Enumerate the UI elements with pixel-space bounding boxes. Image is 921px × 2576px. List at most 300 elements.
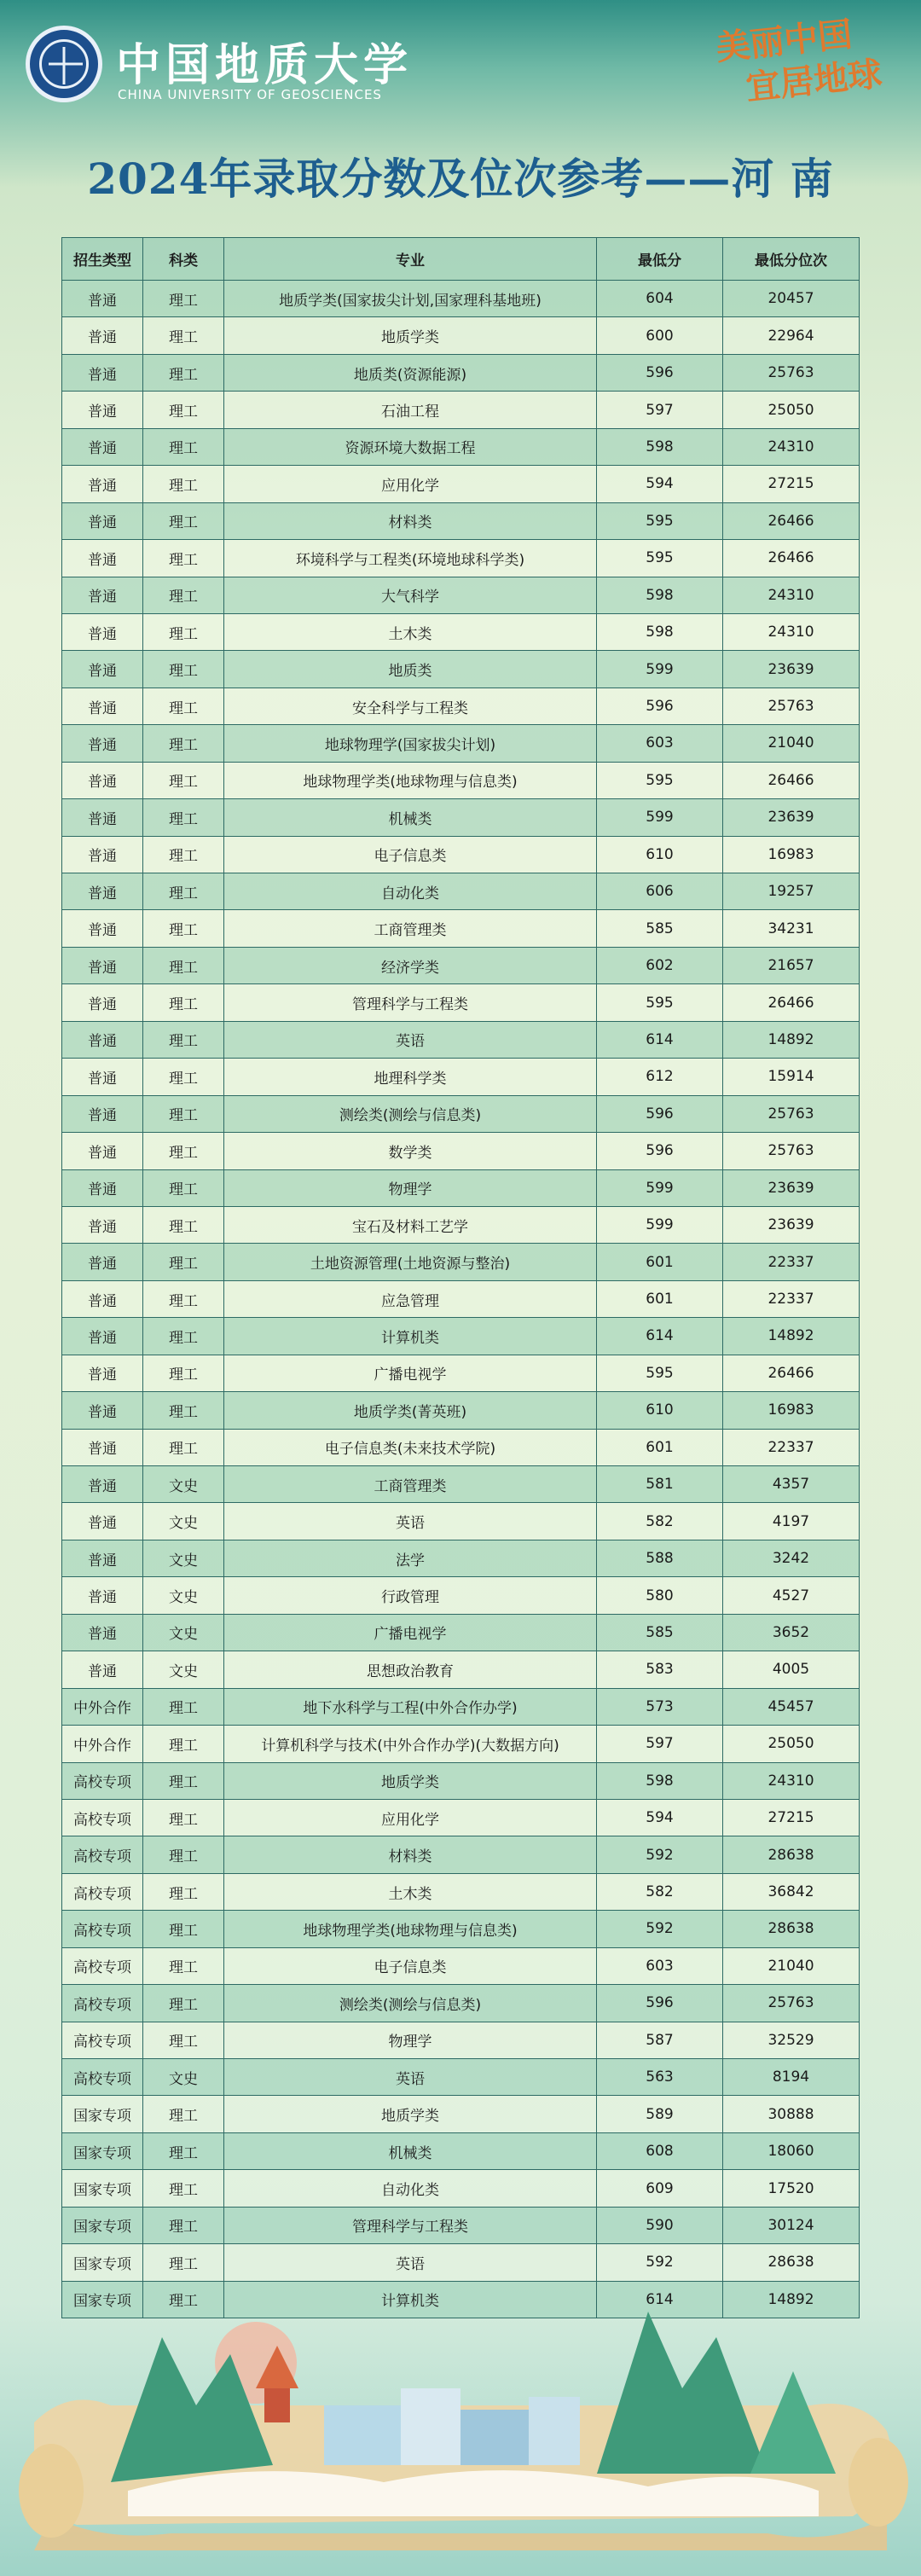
- cell-major: 机械类: [224, 2132, 597, 2169]
- cell-major: 行政管理: [224, 1577, 597, 1614]
- table-row: [62, 1392, 860, 1429]
- cell-min-rank: 28638: [723, 1836, 860, 1873]
- cell-min-score: 581: [597, 1466, 723, 1503]
- slogan: [714, 10, 883, 112]
- cell-subject-category: 理工: [143, 910, 224, 947]
- cell-min-score: 608: [597, 2132, 723, 2169]
- cell-subject-category: 文史: [143, 1540, 224, 1576]
- cell-min-rank: 21040: [723, 1947, 860, 1984]
- cell-admission-type: 普通: [62, 1503, 143, 1540]
- cell-major: 环境科学与工程类(环境地球科学类): [224, 540, 597, 577]
- page-title: 2024年录取分数及位次参考——河 南: [87, 154, 834, 204]
- cell-subject-category: 理工: [143, 947, 224, 983]
- cell-subject-category: 理工: [143, 836, 224, 873]
- cell-min-score: 602: [597, 947, 723, 983]
- table-row: [62, 354, 860, 391]
- table-row: [62, 1169, 860, 1206]
- cell-subject-category: 理工: [143, 613, 224, 650]
- table-row: [62, 984, 860, 1021]
- cell-min-rank: 28638: [723, 2244, 860, 2281]
- table-row: [62, 2022, 860, 2058]
- cell-min-score: 598: [597, 577, 723, 613]
- cell-min-rank: 8194: [723, 2059, 860, 2096]
- cell-min-rank: 25763: [723, 1095, 860, 1132]
- table-row: [62, 317, 860, 354]
- cell-major: 机械类: [224, 799, 597, 836]
- cell-min-score: 599: [597, 1169, 723, 1206]
- table-row: [62, 2170, 860, 2207]
- table-body: [62, 281, 860, 2318]
- cell-subject-category: 理工: [143, 1355, 224, 1391]
- cell-admission-type: 国家专项: [62, 2132, 143, 2169]
- cell-subject-category: 理工: [143, 1280, 224, 1317]
- cell-min-score: 601: [597, 1244, 723, 1280]
- table-row: [62, 651, 860, 688]
- cell-subject-category: 理工: [143, 762, 224, 798]
- table-row: [62, 799, 860, 836]
- cell-admission-type: 高校专项: [62, 2059, 143, 2096]
- cell-min-score: 595: [597, 762, 723, 798]
- cell-min-score: 597: [597, 1726, 723, 1762]
- cell-subject-category: 理工: [143, 1244, 224, 1280]
- cell-min-rank: 16983: [723, 1392, 860, 1429]
- table-row: [62, 1688, 860, 1725]
- cell-admission-type: 普通: [62, 1577, 143, 1614]
- cell-min-rank: 26466: [723, 984, 860, 1021]
- cell-min-score: 587: [597, 2022, 723, 2058]
- university-name-cn: 中国地质大学: [116, 39, 414, 91]
- cell-min-rank: 25763: [723, 1985, 860, 2022]
- cell-min-score: 599: [597, 799, 723, 836]
- cell-subject-category: 理工: [143, 2022, 224, 2058]
- cell-min-score: 596: [597, 1095, 723, 1132]
- table-row: [62, 762, 860, 798]
- cell-admission-type: 普通: [62, 1614, 143, 1651]
- cell-admission-type: 普通: [62, 910, 143, 947]
- cell-min-score: 603: [597, 1947, 723, 1984]
- cell-min-rank: 30888: [723, 2096, 860, 2132]
- cell-major: 安全科学与工程类: [224, 688, 597, 724]
- cell-min-rank: 45457: [723, 1688, 860, 1725]
- cell-min-score: 595: [597, 1355, 723, 1391]
- table-row: [62, 910, 860, 947]
- cell-subject-category: 理工: [143, 1911, 224, 1947]
- cell-major: 资源环境大数据工程: [224, 428, 597, 465]
- table-row: [62, 613, 860, 650]
- cell-min-rank: 22964: [723, 317, 860, 354]
- cell-min-rank: 22337: [723, 1244, 860, 1280]
- cell-major: 自动化类: [224, 2170, 597, 2207]
- cell-min-rank: 25763: [723, 688, 860, 724]
- cell-subject-category: 理工: [143, 1206, 224, 1243]
- cell-major: 地质类: [224, 651, 597, 688]
- cell-subject-category: 文史: [143, 1577, 224, 1614]
- cell-min-rank: 3242: [723, 1540, 860, 1576]
- cell-major: 大气科学: [224, 577, 597, 613]
- slogan-line-2: 宜居地球: [744, 54, 884, 108]
- table-row: [62, 1244, 860, 1280]
- cell-admission-type: 普通: [62, 947, 143, 983]
- header-subject-category: 科类: [143, 238, 224, 281]
- cell-major: 广播电视学: [224, 1614, 597, 1651]
- table-row: [62, 2059, 860, 2096]
- cell-subject-category: 文史: [143, 1503, 224, 1540]
- cell-major: 管理科学与工程类: [224, 2207, 597, 2243]
- cell-min-score: 598: [597, 428, 723, 465]
- cell-min-score: 609: [597, 2170, 723, 2207]
- cell-admission-type: 普通: [62, 1169, 143, 1206]
- cell-major: 计算机类: [224, 1318, 597, 1355]
- table-row: [62, 2207, 860, 2243]
- cell-subject-category: 理工: [143, 2281, 224, 2318]
- cell-min-score: 612: [597, 1059, 723, 1095]
- cell-min-score: 582: [597, 1503, 723, 1540]
- cell-min-rank: 25050: [723, 392, 860, 428]
- cell-admission-type: 高校专项: [62, 1836, 143, 1873]
- cell-min-rank: 4005: [723, 1651, 860, 1688]
- cell-major: 土地资源管理(土地资源与整治): [224, 1244, 597, 1280]
- cell-min-score: 599: [597, 1206, 723, 1243]
- cell-major: 电子信息类: [224, 836, 597, 873]
- cell-admission-type: 普通: [62, 725, 143, 762]
- cell-admission-type: 普通: [62, 1021, 143, 1058]
- cell-major: 地质学类: [224, 1762, 597, 1799]
- cell-major: 英语: [224, 1021, 597, 1058]
- cell-major: 法学: [224, 1540, 597, 1576]
- cell-min-rank: 3652: [723, 1614, 860, 1651]
- cell-admission-type: 普通: [62, 1355, 143, 1391]
- cell-min-score: 596: [597, 354, 723, 391]
- cell-subject-category: 理工: [143, 1985, 224, 2022]
- cell-major: 地质学类: [224, 2096, 597, 2132]
- table-row: [62, 428, 860, 465]
- cell-admission-type: 普通: [62, 1651, 143, 1688]
- header-min-score: 最低分: [597, 238, 723, 281]
- cell-admission-type: 国家专项: [62, 2244, 143, 2281]
- cell-admission-type: 普通: [62, 540, 143, 577]
- cell-major: 英语: [224, 2059, 597, 2096]
- cell-subject-category: 理工: [143, 577, 224, 613]
- cell-major: 地球物理学(国家拔尖计划): [224, 725, 597, 762]
- cell-subject-category: 理工: [143, 1799, 224, 1836]
- cell-min-rank: 23639: [723, 1169, 860, 1206]
- cell-min-score: 610: [597, 836, 723, 873]
- table-row: [62, 1873, 860, 1910]
- cell-subject-category: 理工: [143, 1095, 224, 1132]
- cell-subject-category: 理工: [143, 1947, 224, 1984]
- cell-admission-type: 普通: [62, 502, 143, 539]
- cell-admission-type: 高校专项: [62, 1873, 143, 1910]
- cell-min-score: 598: [597, 1762, 723, 1799]
- cell-min-score: 588: [597, 1540, 723, 1576]
- cell-subject-category: 理工: [143, 688, 224, 724]
- table-row: [62, 1095, 860, 1132]
- table-row: [62, 1726, 860, 1762]
- cell-subject-category: 理工: [143, 1318, 224, 1355]
- cell-major: 地质学类(菁英班): [224, 1392, 597, 1429]
- cell-subject-category: 理工: [143, 2132, 224, 2169]
- cell-admission-type: 普通: [62, 577, 143, 613]
- cell-min-rank: 24310: [723, 577, 860, 613]
- cell-subject-category: 理工: [143, 2096, 224, 2132]
- header: [0, 0, 921, 136]
- cell-min-score: 603: [597, 725, 723, 762]
- cell-min-rank: 14892: [723, 1021, 860, 1058]
- table-row: [62, 502, 860, 539]
- cell-admission-type: 高校专项: [62, 1985, 143, 2022]
- cell-admission-type: 高校专项: [62, 1799, 143, 1836]
- cell-min-score: 606: [597, 873, 723, 910]
- table-row: [62, 1206, 860, 1243]
- cell-min-rank: 4357: [723, 1466, 860, 1503]
- cell-admission-type: 普通: [62, 613, 143, 650]
- table-row: [62, 1133, 860, 1169]
- cell-subject-category: 理工: [143, 1169, 224, 1206]
- cell-major: 石油工程: [224, 392, 597, 428]
- cell-subject-category: 理工: [143, 725, 224, 762]
- cell-major: 数学类: [224, 1133, 597, 1169]
- cell-admission-type: 普通: [62, 392, 143, 428]
- cell-major: 管理科学与工程类: [224, 984, 597, 1021]
- cell-major: 英语: [224, 1503, 597, 1540]
- globe-icon: [39, 39, 89, 89]
- cell-min-score: 601: [597, 1280, 723, 1317]
- table-row: [62, 1577, 860, 1614]
- cell-subject-category: 文史: [143, 1466, 224, 1503]
- cell-min-score: 614: [597, 1021, 723, 1058]
- cell-min-score: 598: [597, 613, 723, 650]
- cell-min-rank: 25763: [723, 354, 860, 391]
- cell-admission-type: 普通: [62, 1429, 143, 1465]
- cell-admission-type: 普通: [62, 873, 143, 910]
- table-row: [62, 688, 860, 724]
- table-row: [62, 2096, 860, 2132]
- table-row: [62, 1651, 860, 1688]
- cell-min-score: 592: [597, 2244, 723, 2281]
- university-name-en: CHINA UNIVERSITY OF GEOSCIENCES: [118, 87, 382, 102]
- cell-subject-category: 理工: [143, 317, 224, 354]
- cell-major: 土木类: [224, 613, 597, 650]
- cell-admission-type: 普通: [62, 466, 143, 502]
- cell-admission-type: 普通: [62, 1280, 143, 1317]
- cell-major: 经济学类: [224, 947, 597, 983]
- cell-subject-category: 理工: [143, 1429, 224, 1465]
- cell-admission-type: 高校专项: [62, 1911, 143, 1947]
- table-row: [62, 1614, 860, 1651]
- cell-major: 地质类(资源能源): [224, 354, 597, 391]
- cell-major: 材料类: [224, 1836, 597, 1873]
- cell-admission-type: 中外合作: [62, 1726, 143, 1762]
- cell-major: 材料类: [224, 502, 597, 539]
- cell-min-rank: 34231: [723, 910, 860, 947]
- table-row: [62, 466, 860, 502]
- cell-major: 地下水科学与工程(中外合作办学): [224, 1688, 597, 1725]
- table-row: [62, 1799, 860, 1836]
- cell-min-rank: 20457: [723, 281, 860, 317]
- admission-table: [61, 237, 860, 2318]
- table-row: [62, 947, 860, 983]
- cell-subject-category: 理工: [143, 984, 224, 1021]
- cell-admission-type: 普通: [62, 1059, 143, 1095]
- cell-min-rank: 21657: [723, 947, 860, 983]
- cell-min-rank: 26466: [723, 502, 860, 539]
- cell-min-score: 585: [597, 910, 723, 947]
- cell-min-score: 585: [597, 1614, 723, 1651]
- table-row: [62, 873, 860, 910]
- cell-admission-type: 普通: [62, 317, 143, 354]
- cell-min-rank: 23639: [723, 651, 860, 688]
- cell-min-rank: 22337: [723, 1280, 860, 1317]
- cell-min-rank: 30124: [723, 2207, 860, 2243]
- cell-admission-type: 普通: [62, 799, 143, 836]
- cell-min-score: 614: [597, 1318, 723, 1355]
- cell-subject-category: 理工: [143, 799, 224, 836]
- cell-subject-category: 理工: [143, 281, 224, 317]
- cell-admission-type: 高校专项: [62, 2022, 143, 2058]
- cell-major: 英语: [224, 2244, 597, 2281]
- cell-min-rank: 27215: [723, 466, 860, 502]
- cell-subject-category: 理工: [143, 1133, 224, 1169]
- cell-min-rank: 26466: [723, 540, 860, 577]
- table-row: [62, 1280, 860, 1317]
- cell-subject-category: 理工: [143, 466, 224, 502]
- cell-admission-type: 国家专项: [62, 2170, 143, 2207]
- header-major: 专业: [224, 238, 597, 281]
- cell-subject-category: 理工: [143, 354, 224, 391]
- cell-major: 计算机科学与技术(中外合作办学)(大数据方向): [224, 1726, 597, 1762]
- cell-admission-type: 普通: [62, 1540, 143, 1576]
- table-row: [62, 1947, 860, 1984]
- cell-admission-type: 中外合作: [62, 1688, 143, 1725]
- cell-major: 思想政治教育: [224, 1651, 597, 1688]
- table-row: [62, 281, 860, 317]
- header-min-rank: 最低分位次: [723, 238, 860, 281]
- cell-major: 地球物理学类(地球物理与信息类): [224, 1911, 597, 1947]
- cell-min-score: 563: [597, 2059, 723, 2096]
- table-row: [62, 1911, 860, 1947]
- cell-major: 宝石及材料工艺学: [224, 1206, 597, 1243]
- table-row: [62, 1021, 860, 1058]
- cell-subject-category: 文史: [143, 1651, 224, 1688]
- table-row: [62, 1429, 860, 1465]
- cell-major: 地理科学类: [224, 1059, 597, 1095]
- table-row: [62, 1318, 860, 1355]
- cell-admission-type: 国家专项: [62, 2281, 143, 2318]
- cell-admission-type: 高校专项: [62, 1947, 143, 1984]
- cell-min-rank: 14892: [723, 2281, 860, 2318]
- cell-subject-category: 理工: [143, 2170, 224, 2207]
- cell-min-rank: 32529: [723, 2022, 860, 2058]
- cell-admission-type: 国家专项: [62, 2096, 143, 2132]
- cell-major: 应用化学: [224, 466, 597, 502]
- table-row: [62, 1836, 860, 1873]
- cell-admission-type: 普通: [62, 1095, 143, 1132]
- table-row: [62, 1503, 860, 1540]
- cell-min-score: 600: [597, 317, 723, 354]
- cell-min-rank: 19257: [723, 873, 860, 910]
- cell-admission-type: 普通: [62, 1244, 143, 1280]
- cell-min-rank: 25763: [723, 1133, 860, 1169]
- table-row: [62, 540, 860, 577]
- cell-min-rank: 25050: [723, 1726, 860, 1762]
- cell-min-rank: 23639: [723, 799, 860, 836]
- cell-min-score: 589: [597, 2096, 723, 2132]
- cell-major: 计算机类: [224, 2281, 597, 2318]
- table-row: [62, 1540, 860, 1576]
- cell-min-score: 596: [597, 688, 723, 724]
- cell-major: 地质学类: [224, 317, 597, 354]
- cell-subject-category: 理工: [143, 1873, 224, 1910]
- cell-min-score: 601: [597, 1429, 723, 1465]
- cell-major: 工商管理类: [224, 910, 597, 947]
- cell-major: 地质学类(国家拔尖计划,国家理科基地班): [224, 281, 597, 317]
- cell-min-rank: 16983: [723, 836, 860, 873]
- cell-min-score: 583: [597, 1651, 723, 1688]
- cell-min-score: 595: [597, 540, 723, 577]
- cell-min-score: 580: [597, 1577, 723, 1614]
- table-row: [62, 2132, 860, 2169]
- cell-major: 土木类: [224, 1873, 597, 1910]
- table-row: [62, 577, 860, 613]
- cell-major: 电子信息类(未来技术学院): [224, 1429, 597, 1465]
- cell-min-score: 597: [597, 392, 723, 428]
- cell-min-score: 594: [597, 466, 723, 502]
- cell-min-score: 590: [597, 2207, 723, 2243]
- cell-major: 物理学: [224, 2022, 597, 2058]
- cell-major: 广播电视学: [224, 1355, 597, 1391]
- cell-admission-type: 普通: [62, 1206, 143, 1243]
- cell-admission-type: 普通: [62, 651, 143, 688]
- cell-min-score: 595: [597, 984, 723, 1021]
- cell-min-score: 599: [597, 651, 723, 688]
- cell-min-rank: 22337: [723, 1429, 860, 1465]
- cell-min-rank: 4527: [723, 1577, 860, 1614]
- cell-min-rank: 27215: [723, 1799, 860, 1836]
- cell-min-score: 592: [597, 1836, 723, 1873]
- cell-min-score: 595: [597, 502, 723, 539]
- cell-subject-category: 理工: [143, 1392, 224, 1429]
- cell-subject-category: 理工: [143, 2207, 224, 2243]
- cell-admission-type: 普通: [62, 984, 143, 1021]
- cell-min-rank: 24310: [723, 428, 860, 465]
- cell-admission-type: 普通: [62, 1392, 143, 1429]
- cell-min-rank: 36842: [723, 1873, 860, 1910]
- cell-min-rank: 26466: [723, 762, 860, 798]
- table-row: [62, 1466, 860, 1503]
- cell-min-rank: 24310: [723, 1762, 860, 1799]
- cell-subject-category: 理工: [143, 651, 224, 688]
- cell-min-score: 573: [597, 1688, 723, 1725]
- table-row: [62, 392, 860, 428]
- cell-major: 应急管理: [224, 1280, 597, 1317]
- cell-min-rank: 26466: [723, 1355, 860, 1391]
- landscape-scroll-illustration: [0, 2260, 921, 2576]
- cell-min-rank: 21040: [723, 725, 860, 762]
- cell-admission-type: 普通: [62, 428, 143, 465]
- table-row: [62, 1762, 860, 1799]
- cell-min-rank: 14892: [723, 1318, 860, 1355]
- cell-min-rank: 24310: [723, 613, 860, 650]
- cell-admission-type: 普通: [62, 354, 143, 391]
- cell-min-score: 594: [597, 1799, 723, 1836]
- cell-min-rank: 18060: [723, 2132, 860, 2169]
- cell-admission-type: 国家专项: [62, 2207, 143, 2243]
- table-row: [62, 836, 860, 873]
- cell-admission-type: 普通: [62, 836, 143, 873]
- table-row: [62, 1059, 860, 1095]
- cell-subject-category: 理工: [143, 1059, 224, 1095]
- cell-admission-type: 普通: [62, 1318, 143, 1355]
